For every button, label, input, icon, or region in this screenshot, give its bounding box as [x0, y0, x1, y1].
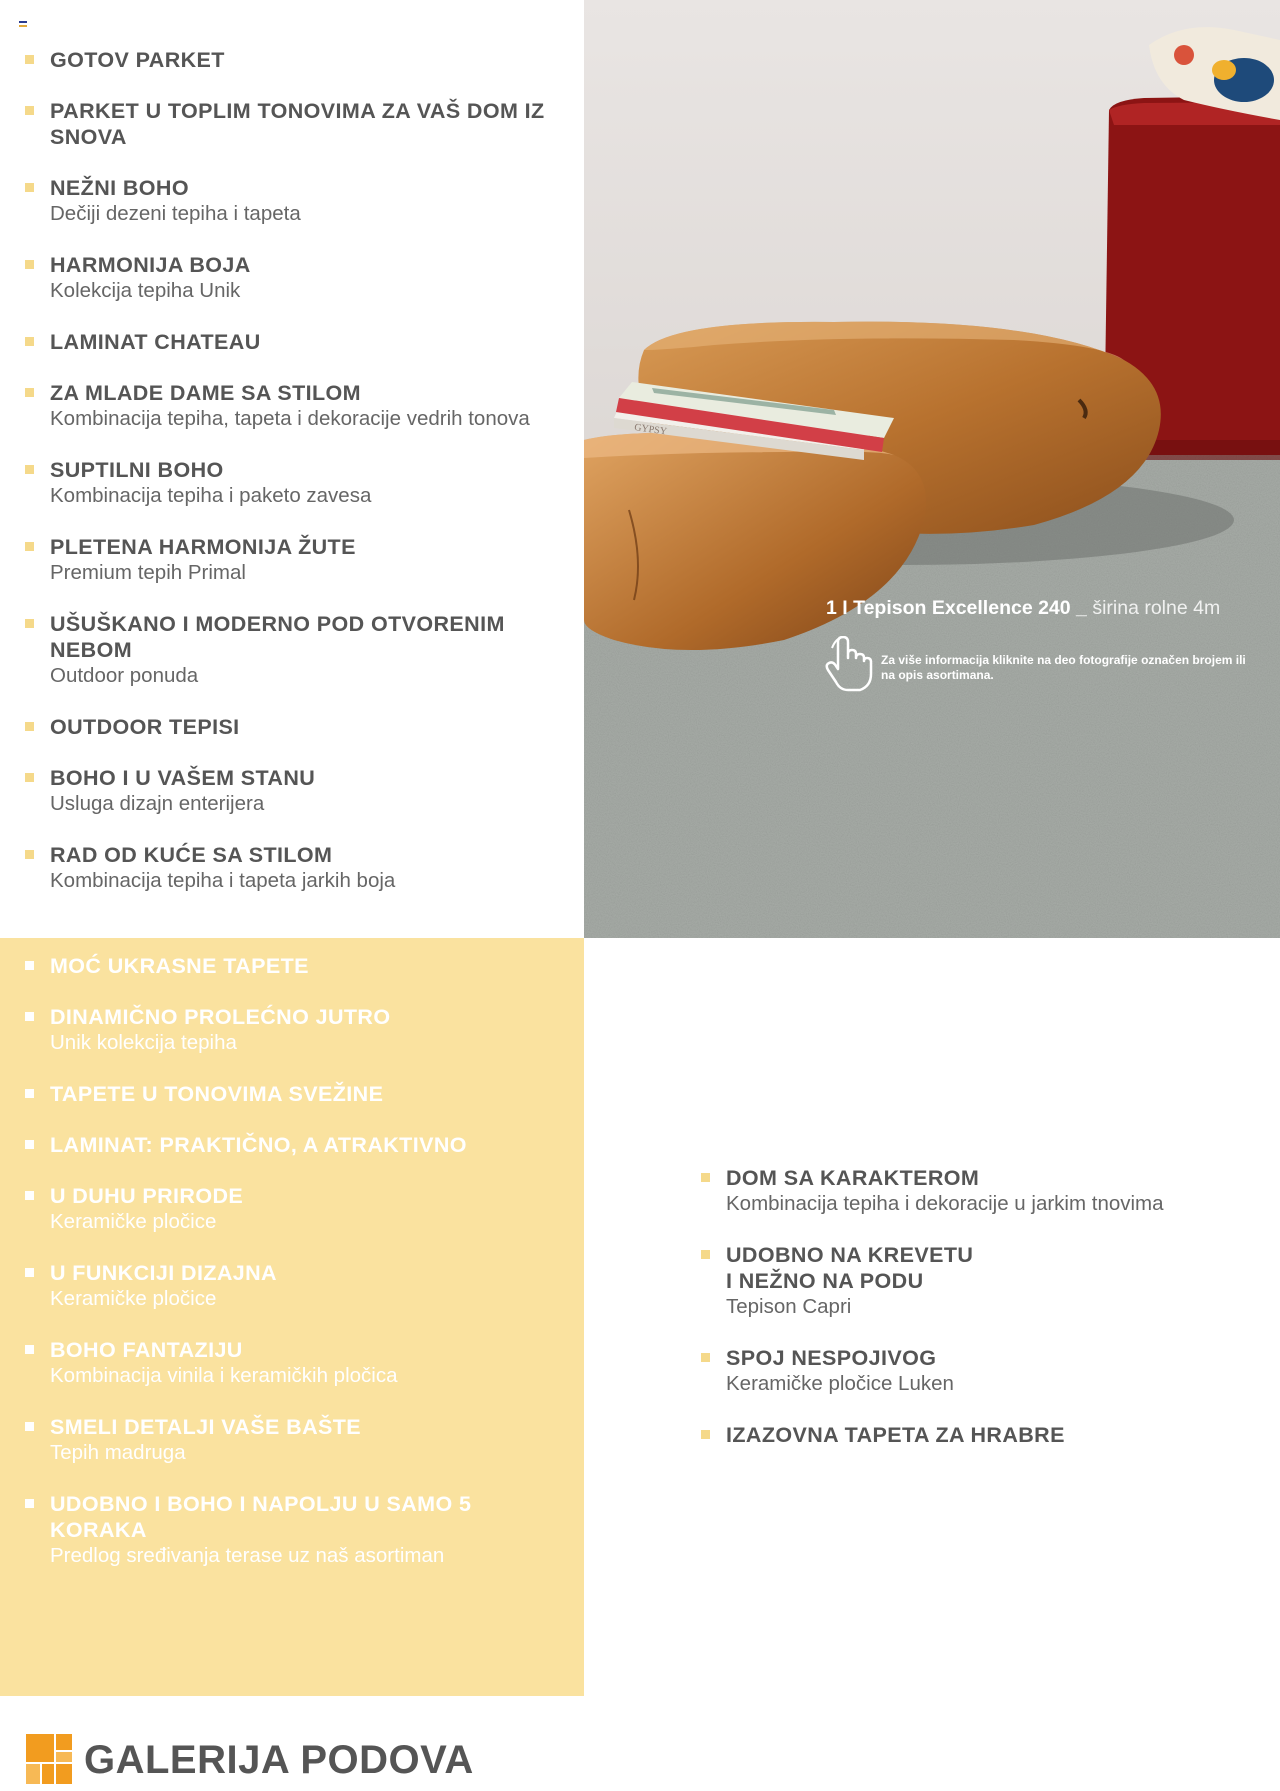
menu-item[interactable]: [701, 1345, 1221, 1397]
hand-pointer-icon: [824, 636, 874, 692]
menu-item-title: BOHO FANTAZIJU: [50, 1338, 243, 1362]
menu-item-title: DOM SA KARAKTEROM: [726, 1166, 980, 1190]
menu-item-title: GOTOV PARKET: [50, 48, 225, 72]
menu-item[interactable]: [25, 842, 565, 894]
menu-item[interactable]: [25, 1004, 565, 1056]
menu-item-subtitle: Kombinacija vinila i keramičkih pločica: [50, 1364, 398, 1387]
hint-text: Za više informacija kliknite na deo fotografije označen brojem ili na opis asortimana.: [881, 653, 1246, 682]
contents-list-yellow: [25, 953, 565, 1594]
orange-squares-logo-icon[interactable]: [26, 1734, 72, 1784]
menu-item-title: DINAMIČNO PROLEĆNO JUTRO: [50, 1005, 391, 1029]
menu-item[interactable]: [25, 765, 565, 817]
menu-item-title: LAMINAT CHATEAU: [50, 330, 261, 354]
product-name: Tepison Excellence 240: [853, 597, 1071, 619]
menu-item-subtitle: Kolekcija tepiha Unik: [50, 279, 241, 302]
menu-item-title: NEŽNI BOHO: [50, 176, 189, 200]
menu-item-subtitle: Tepison Capri: [726, 1295, 852, 1318]
menu-item-subtitle: Tepih madruga: [50, 1441, 186, 1464]
menu-item-title: U DUHU PRIRODE: [50, 1184, 244, 1208]
menu-item-title: U FUNKCIJI DIZAJNA: [50, 1261, 277, 1285]
menu-item-title: SUPTILNI BOHO: [50, 458, 224, 482]
menu-item-subtitle: Usluga dizajn enterijera: [50, 792, 265, 815]
yellow-panel: [0, 938, 584, 1696]
menu-item-title: SMELI DETALJI VAŠE BAŠTE: [50, 1415, 362, 1439]
menu-item[interactable]: [25, 714, 565, 740]
menu-item[interactable]: [25, 1260, 565, 1312]
menu-item-subtitle: Premium tepih Primal: [50, 561, 246, 584]
click-hint: [824, 636, 1246, 697]
menu-item-title: HARMONIJA BOJA: [50, 253, 251, 277]
menu-item-title: UDOBNO NA KREVETU I NEŽNO NA PODU: [726, 1243, 974, 1293]
menu-item-title: OUTDOOR TEPISI: [50, 715, 240, 739]
menu-item-subtitle: Predlog sređivanja terase uz naš asortiman: [50, 1544, 445, 1567]
product-photo[interactable]: [584, 0, 1280, 938]
contents-list: [25, 47, 565, 919]
menu-item-title: LAMINAT: PRAKTIČNO, A ATRAKTIVNO: [50, 1133, 467, 1157]
menu-item-title: IZAZOVNA TAPETA ZA HRABRE: [726, 1423, 1065, 1447]
brand-name[interactable]: GALERIJA PODOVA: [84, 1738, 474, 1782]
book-spine-bottom: GYPSY: [633, 422, 668, 438]
menu-item[interactable]: [25, 1132, 565, 1158]
menu-item[interactable]: [25, 611, 565, 689]
menu-item-title: UŠUŠKANO I MODERNO POD OTVORENIM NEBOM: [50, 612, 505, 662]
menu-item[interactable]: [25, 953, 565, 979]
menu-item-subtitle: Kombinacija tepiha, tapeta i dekoracije vedrih tonova: [50, 407, 530, 430]
menu-item[interactable]: [25, 175, 565, 227]
small-flag-icon: [19, 21, 27, 27]
menu-item[interactable]: [25, 380, 565, 432]
menu-item-subtitle: Dečiji dezeni tepiha i tapeta: [50, 202, 301, 225]
menu-item-title: UDOBNO I BOHO I NAPOLJU U SAMO 5 KORAKA: [50, 1492, 472, 1542]
product-number: 1: [826, 597, 837, 619]
menu-item[interactable]: [25, 534, 565, 586]
menu-item-title: TAPETE U TONOVIMA SVEŽINE: [50, 1082, 384, 1106]
menu-item[interactable]: [25, 1414, 565, 1466]
menu-item[interactable]: [25, 329, 565, 355]
menu-item[interactable]: [25, 1183, 565, 1235]
menu-item[interactable]: [25, 457, 565, 509]
menu-item-title: PARKET U TOPLIM TONOVIMA ZA VAŠ DOM IZ SNOVA: [50, 99, 545, 149]
menu-item[interactable]: [701, 1242, 1221, 1320]
menu-item[interactable]: [25, 1337, 565, 1389]
menu-item-subtitle: Outdoor ponuda: [50, 664, 199, 687]
contents-list-right: [701, 1165, 1221, 1473]
menu-item[interactable]: [25, 1081, 565, 1107]
menu-item[interactable]: [25, 47, 565, 73]
menu-item-subtitle: Keramičke pločice Luken: [726, 1372, 954, 1395]
product-note: širina rolne 4m: [1092, 597, 1221, 619]
menu-item-title: PLETENA HARMONIJA ŽUTE: [50, 535, 356, 559]
product-caption[interactable]: [826, 597, 1220, 620]
menu-item-subtitle: Kombinacija tepiha i paketo zavesa: [50, 484, 372, 507]
menu-item[interactable]: [25, 252, 565, 304]
menu-item[interactable]: [25, 1491, 565, 1569]
menu-item[interactable]: [701, 1165, 1221, 1217]
menu-item-subtitle: Unik kolekcija tepiha: [50, 1031, 237, 1054]
product-divider: _: [1076, 597, 1087, 619]
menu-item-subtitle: Kombinacija tepiha i tapeta jarkih boja: [50, 869, 396, 892]
menu-item-title: BOHO I U VAŠEM STANU: [50, 766, 316, 790]
menu-item-subtitle: Keramičke pločice: [50, 1210, 217, 1233]
menu-item-title: ZA MLADE DAME SA STILOM: [50, 381, 361, 405]
menu-item[interactable]: [701, 1422, 1221, 1448]
menu-item-title: RAD OD KUĆE SA STILOM: [50, 843, 333, 867]
menu-item-subtitle: Kombinacija tepiha i dekoracije u jarkim tnovima: [726, 1192, 1164, 1215]
menu-item-title: MOĆ UKRASNE TAPETE: [50, 954, 309, 978]
product-separator: I: [842, 597, 848, 619]
menu-item[interactable]: [25, 98, 565, 150]
menu-item-title: SPOJ NESPOJIVOG: [726, 1346, 937, 1370]
menu-item-subtitle: Keramičke pločice: [50, 1287, 217, 1310]
